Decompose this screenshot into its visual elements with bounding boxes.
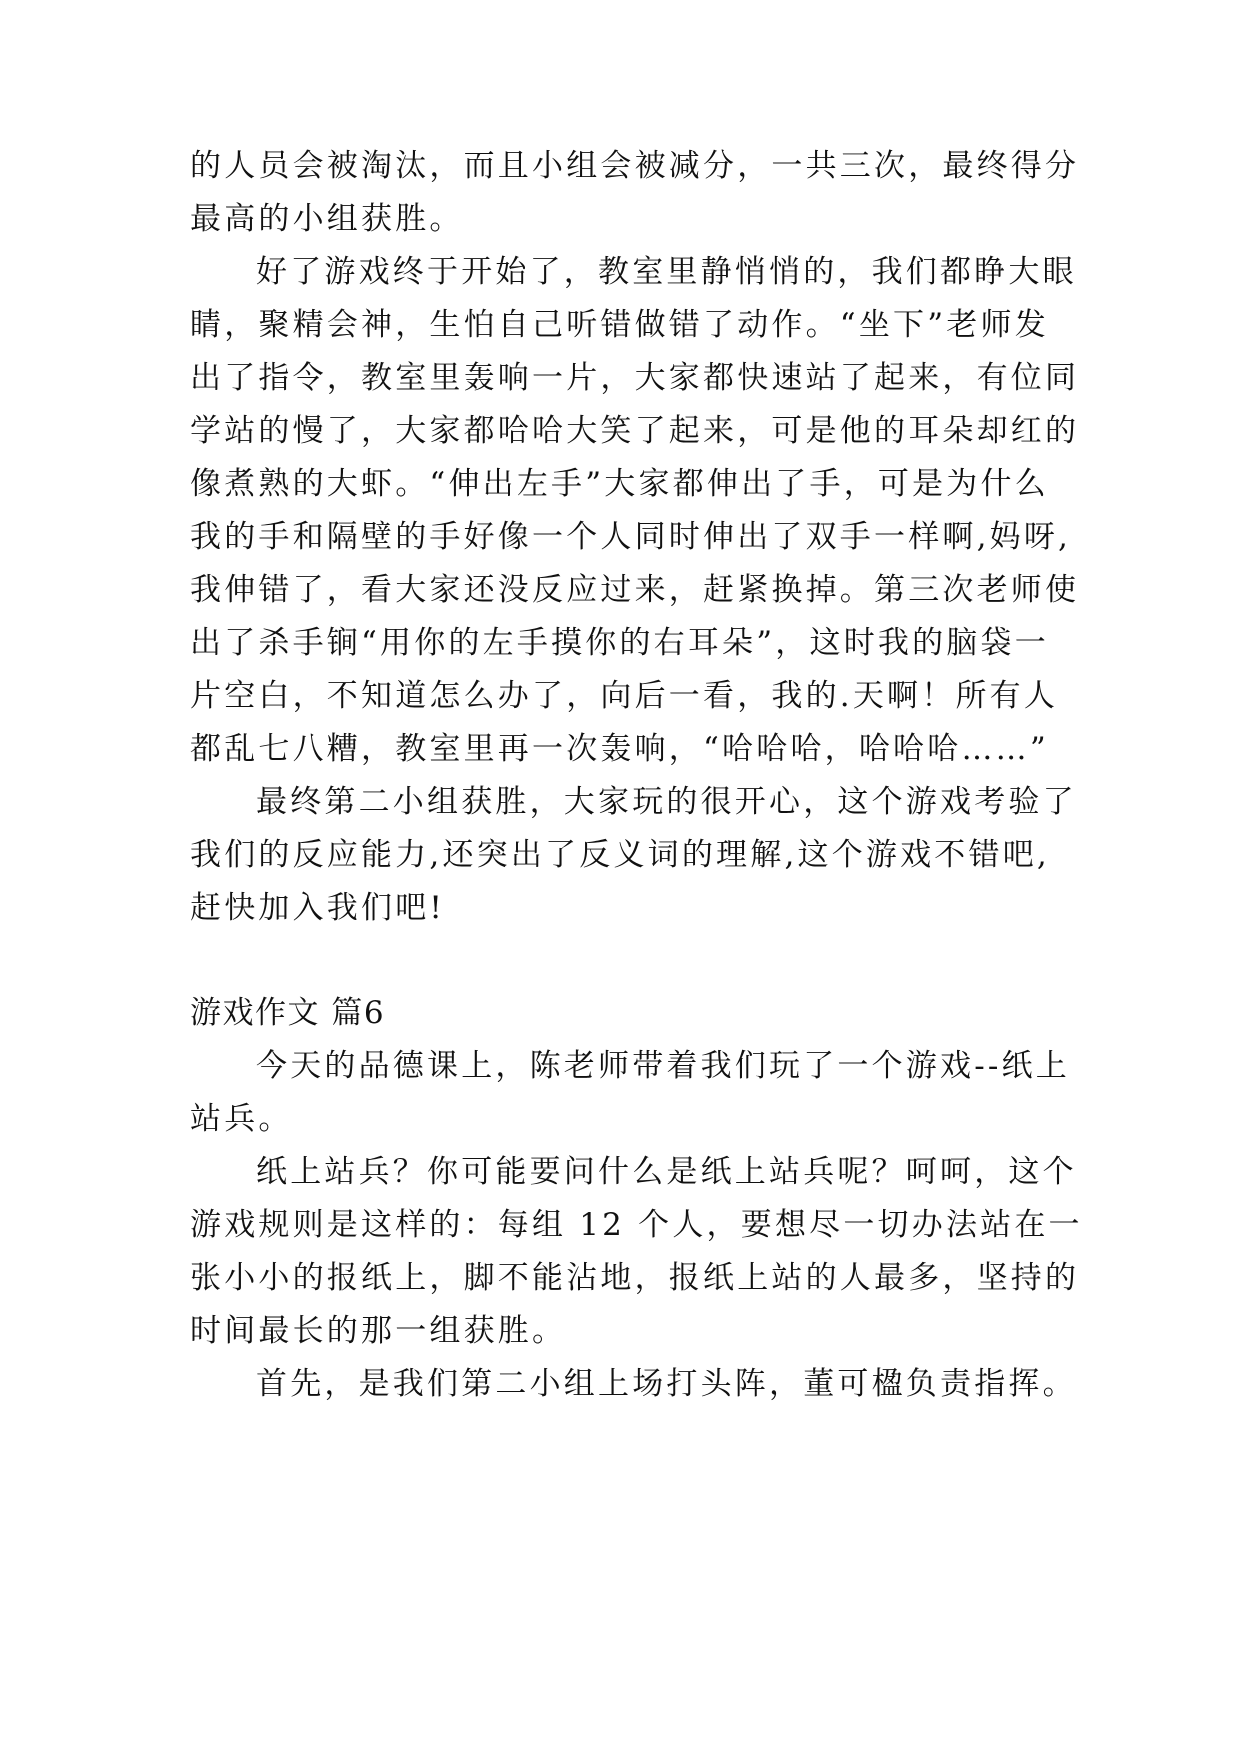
- section-heading: 游戏作文 篇6: [190, 995, 386, 1031]
- text-line: 我伸错了，看大家还没反应过来，赶紧换掉。第三次老师使: [190, 572, 1080, 608]
- text-line: 时间最长的那一组获胜。: [190, 1313, 567, 1349]
- text-line: 赶快加入我们吧!: [190, 890, 446, 926]
- paragraph-first-line: 首先，是我们第二小组上场打头阵，董可楹负责指挥。: [256, 1366, 1077, 1402]
- text-line: 学站的慢了，大家都哈哈大笑了起来，可是他的耳朵却红的: [190, 413, 1080, 449]
- text-line: 睛，聚精会神，生怕自己听错做错了动作。“坐下”老师发: [190, 307, 1049, 343]
- text-line: 张小小的报纸上，脚不能沾地，报纸上站的人最多，坚持的: [190, 1260, 1080, 1296]
- text-line: 最高的小组获胜。: [190, 201, 464, 237]
- text-line: 片空白，不知道怎么办了，向后一看，我的.天啊！所有人: [190, 678, 1059, 714]
- text-line: 都乱七八糟，教室里再一次轰响，“哈哈哈，哈哈哈……”: [190, 731, 1049, 767]
- text-line: 出了指令，教室里轰响一片，大家都快速站了起来，有位同: [190, 360, 1080, 396]
- text-line: 我们的反应能力,还突出了反义词的理解,这个游戏不错吧,: [190, 837, 1050, 873]
- text-line: 站兵。: [190, 1101, 293, 1137]
- text-line: 出了杀手锏“用你的左手摸你的右耳朵”，这时我的脑袋一: [190, 625, 1049, 661]
- text-line: 游戏规则是这样的：每组 12 个人，要想尽一切办法站在一: [190, 1207, 1083, 1243]
- paragraph-first-line: 好了游戏终于开始了，教室里静悄悄的，我们都睁大眼: [256, 254, 1077, 290]
- text-line: 我的手和隔壁的手好像一个人同时伸出了双手一样啊,妈呀,: [190, 519, 1072, 555]
- paragraph-first-line: 今天的品德课上，陈老师带着我们玩了一个游戏--纸上: [256, 1048, 1070, 1084]
- paragraph-first-line: 最终第二小组获胜，大家玩的很开心，这个游戏考验了: [256, 784, 1077, 820]
- text-line: 像煮熟的大虾。“伸出左手”大家都伸出了手，可是为什么: [190, 466, 1049, 502]
- paragraph-first-line: 纸上站兵？你可能要问什么是纸上站兵呢？呵呵，这个: [256, 1154, 1077, 1190]
- text-line: 的人员会被淘汰，而且小组会被减分，一共三次，最终得分: [190, 148, 1080, 184]
